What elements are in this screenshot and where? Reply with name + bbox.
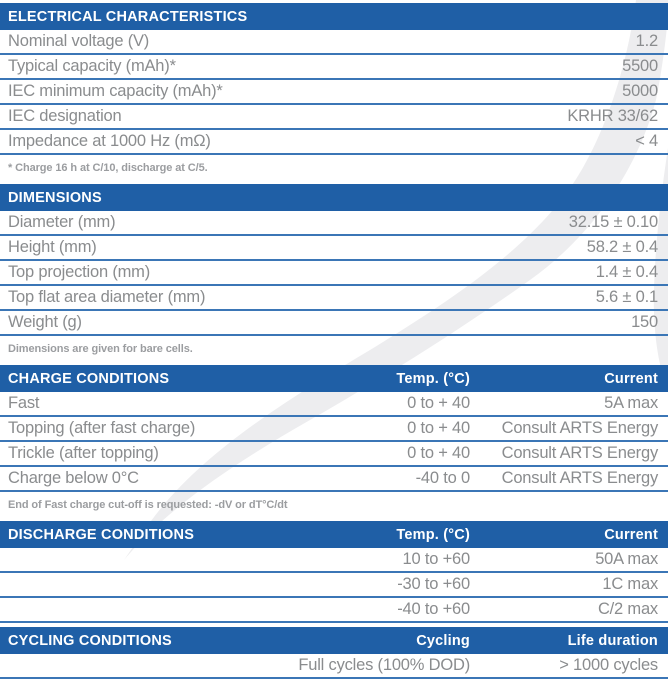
row-label: Top flat area diameter (mm) [8,288,206,306]
row-label: Diameter (mm) [8,213,116,231]
section-header-discharge [0,521,668,548]
row-value: 1.4 ± 0.4 [595,263,658,281]
table-row [0,105,668,130]
table-row [0,598,668,623]
table-row [0,311,668,336]
row-temp: 0 to + 40 [407,394,470,412]
footnote-electrical: * Charge 16 h at C/10, discharge at C/5. [8,162,208,174]
table-row [0,211,668,236]
table-row [0,573,668,598]
section-header-electrical [0,3,668,30]
section-title: DIMENSIONS [8,189,102,206]
row-label: Height (mm) [8,238,97,256]
row-label: IEC minimum capacity (mAh)* [8,82,223,100]
column-header-temp: Temp. (°C) [396,370,470,387]
footnote-dimensions: Dimensions are given for bare cells. [8,343,193,355]
row-value: Consult ARTS Energy [501,469,658,487]
section-header-dimensions [0,184,668,211]
table-row [0,548,668,573]
row-value: 5000 [622,82,658,100]
table-row [0,654,668,679]
column-header-temp: Temp. (°C) [396,526,470,543]
table-row [0,55,668,80]
row-label: Nominal voltage (V) [8,32,150,50]
row-value: KRHR 33/62 [567,107,658,125]
row-label: Impedance at 1000 Hz (mΩ) [8,132,211,150]
row-temp: -40 to +60 [397,600,470,618]
table-row [0,130,668,155]
table-row [0,80,668,105]
row-value: 50A max [595,550,658,568]
column-header-life-duration: Life duration [567,632,658,649]
row-value: 1C max [602,575,658,593]
section-header-cycling [0,627,668,654]
section-title: CHARGE CONDITIONS [8,370,170,387]
row-value: 5.6 ± 0.1 [595,288,658,306]
column-header-cycling: Cycling [416,632,470,649]
row-label: IEC designation [8,107,122,125]
row-label: Weight (g) [8,313,82,331]
row-value: 58.2 ± 0.4 [586,238,658,256]
footnote-charge: End of Fast charge cut-off is requested: -dV or dT°C/dt [8,499,288,511]
table-row [0,286,668,311]
table-row [0,30,668,55]
row-label: Fast [8,394,40,412]
row-value: 5A max [604,394,658,412]
row-label: Top projection (mm) [8,263,150,281]
row-value: Consult ARTS Energy [501,444,658,462]
section-title: ELECTRICAL CHARACTERISTICS [8,8,248,25]
row-label: Trickle (after topping) [8,444,159,462]
section-header-charge [0,365,668,392]
row-value: 1.2 [635,32,658,50]
row-value: > 1000 cycles [559,656,658,674]
table-row [0,467,668,492]
row-temp: 0 to + 40 [407,419,470,437]
row-label: Charge below 0°C [8,469,139,487]
row-temp: 10 to +60 [402,550,470,568]
row-value: 150 [631,313,658,331]
section-title: CYCLING CONDITIONS [8,632,172,649]
row-temp: -30 to +60 [397,575,470,593]
column-header-current: Current [604,370,658,387]
table-row [0,261,668,286]
row-cycling: Full cycles (100% DOD) [298,656,470,674]
row-value: C/2 max [597,600,658,618]
table-row [0,442,668,467]
column-header-current: Current [604,526,658,543]
section-title: DISCHARGE CONDITIONS [8,526,195,543]
row-label: Topping (after fast charge) [8,419,196,437]
table-row [0,392,668,417]
row-temp: -40 to 0 [415,469,470,487]
row-value: 32.15 ± 0.10 [568,213,658,231]
row-label: Typical capacity (mAh)* [8,57,176,75]
table-row [0,417,668,442]
table-row [0,236,668,261]
row-value: 5500 [622,57,658,75]
row-value: < 4 [635,132,658,150]
row-value: Consult ARTS Energy [501,419,658,437]
row-temp: 0 to + 40 [407,444,470,462]
